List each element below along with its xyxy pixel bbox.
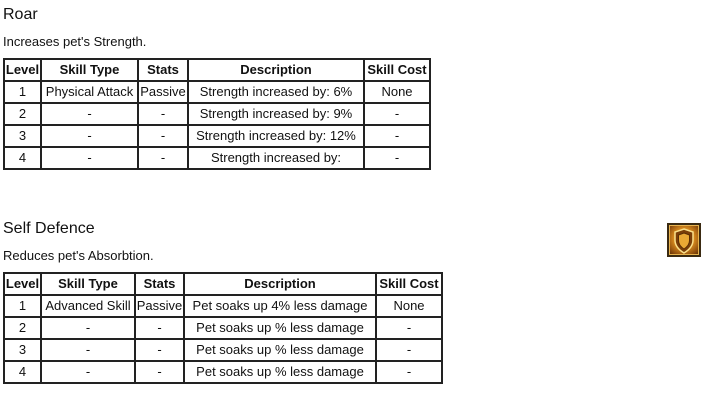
cell-description: Strength increased by: bbox=[188, 147, 364, 169]
column-header-level: Level bbox=[4, 273, 41, 295]
cell-skill-type: - bbox=[41, 317, 135, 339]
column-header-skill-cost: Skill Cost bbox=[364, 59, 430, 81]
cell-skill-type: Physical Attack bbox=[41, 81, 138, 103]
cell-skill-type: - bbox=[41, 103, 138, 125]
cell-level: 4 bbox=[4, 361, 41, 383]
table-header-row bbox=[4, 273, 442, 295]
column-header-skill-type: Skill Type bbox=[41, 273, 135, 295]
table-row bbox=[4, 147, 430, 169]
cell-skill-cost: - bbox=[364, 147, 430, 169]
cell-level: 2 bbox=[4, 103, 41, 125]
cell-stats: - bbox=[138, 125, 188, 147]
cell-level: 3 bbox=[4, 125, 41, 147]
cell-stats: - bbox=[138, 103, 188, 125]
cell-stats: - bbox=[135, 317, 184, 339]
column-header-level: Level bbox=[4, 59, 41, 81]
cell-skill-type: - bbox=[41, 147, 138, 169]
shield-icon-graphic bbox=[673, 228, 695, 254]
column-header-skill-cost: Skill Cost bbox=[376, 273, 442, 295]
cell-skill-cost: - bbox=[376, 361, 442, 383]
cell-skill-cost: - bbox=[376, 339, 442, 361]
cell-level: 1 bbox=[4, 81, 41, 103]
column-header-stats: Stats bbox=[138, 59, 188, 81]
table-header-row bbox=[4, 59, 430, 81]
table-row bbox=[4, 295, 442, 317]
cell-stats: Passive bbox=[138, 81, 188, 103]
table-row bbox=[4, 103, 430, 125]
cell-stats: - bbox=[135, 361, 184, 383]
cell-skill-cost: - bbox=[376, 317, 442, 339]
cell-skill-cost: None bbox=[364, 81, 430, 103]
cell-level: 1 bbox=[4, 295, 41, 317]
cell-skill-type: Advanced Skill bbox=[41, 295, 135, 317]
column-header-stats: Stats bbox=[135, 273, 184, 295]
skill-title: Self Defence bbox=[3, 220, 95, 237]
cell-stats: Passive bbox=[135, 295, 184, 317]
cell-description: Strength increased by: 9% bbox=[188, 103, 364, 125]
table-row bbox=[4, 317, 442, 339]
cell-description: Pet soaks up % less damage bbox=[184, 361, 376, 383]
cell-skill-cost: None bbox=[376, 295, 442, 317]
cell-description: Strength increased by: 6% bbox=[188, 81, 364, 103]
table-row bbox=[4, 339, 442, 361]
skill-table bbox=[3, 272, 443, 384]
cell-stats: - bbox=[135, 339, 184, 361]
skill-section-roar bbox=[3, 4, 431, 170]
cell-level: 2 bbox=[4, 317, 41, 339]
cell-skill-type: - bbox=[41, 361, 135, 383]
skill-section-self-defence bbox=[3, 218, 443, 384]
column-header-description: Description bbox=[184, 273, 376, 295]
cell-skill-cost: - bbox=[364, 125, 430, 147]
cell-skill-type: - bbox=[41, 339, 135, 361]
skill-description: Reduces pet's Absorbtion. bbox=[3, 248, 154, 263]
cell-description: Pet soaks up % less damage bbox=[184, 339, 376, 361]
cell-level: 3 bbox=[4, 339, 41, 361]
column-header-skill-type: Skill Type bbox=[41, 59, 138, 81]
cell-description: Pet soaks up % less damage bbox=[184, 317, 376, 339]
cell-stats: - bbox=[138, 147, 188, 169]
cell-skill-cost: - bbox=[364, 103, 430, 125]
cell-level: 4 bbox=[4, 147, 41, 169]
table-row bbox=[4, 125, 430, 147]
skill-table bbox=[3, 58, 431, 170]
table-row bbox=[4, 361, 442, 383]
column-header-description: Description bbox=[188, 59, 364, 81]
cell-skill-type: - bbox=[41, 125, 138, 147]
cell-description: Pet soaks up 4% less damage bbox=[184, 295, 376, 317]
table-row bbox=[4, 81, 430, 103]
skill-title: Roar bbox=[3, 6, 38, 23]
skill-description: Increases pet's Strength. bbox=[3, 34, 147, 49]
shield-icon bbox=[667, 223, 701, 257]
cell-description: Strength increased by: 12% bbox=[188, 125, 364, 147]
